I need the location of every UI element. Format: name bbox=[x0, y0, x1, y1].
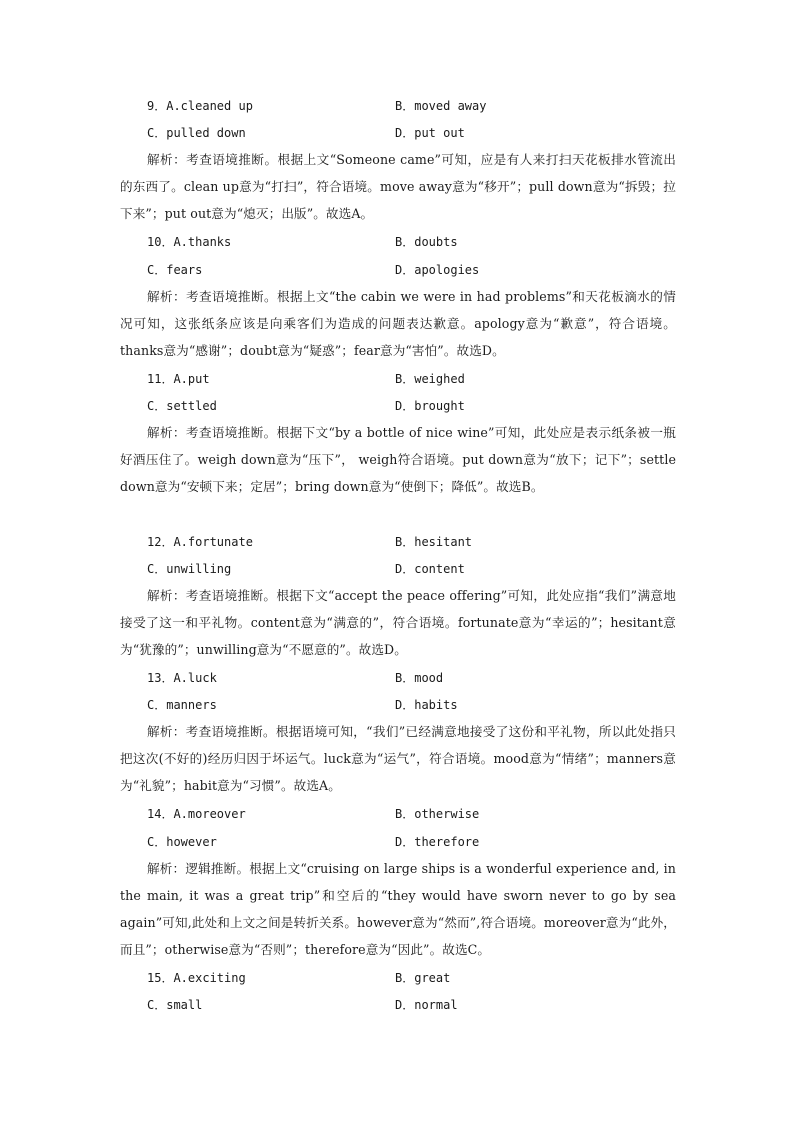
option-b: B．doubts bbox=[395, 235, 458, 249]
option-a: 13．A.luck bbox=[147, 671, 217, 685]
explanation: 解析：考查语境推断。根据下文“accept the peace offering”可知，此处应指“我们”满意地接受了这一和平礼物。content意为“满意的”，符合语境。fortunate意为“幸运的”；hesitant意为“犹豫的”；unwilling意为“不愿意的”。故选D。 bbox=[120, 588, 676, 657]
option-a: 9．A.cleaned up bbox=[147, 99, 253, 113]
option-a: 12．A.fortunate bbox=[147, 535, 253, 549]
option-d: D．put out bbox=[395, 126, 465, 140]
option-a: 15．A.exciting bbox=[147, 971, 246, 985]
option-a: 10．A.thanks bbox=[147, 235, 232, 249]
option-c: C．settled bbox=[147, 399, 217, 413]
option-b: B．weighed bbox=[395, 372, 465, 386]
option-b: B．moved away bbox=[395, 99, 487, 113]
option-d: D．normal bbox=[395, 998, 458, 1012]
option-c: C．unwilling bbox=[147, 562, 232, 576]
option-a: 14．A.moreover bbox=[147, 807, 246, 821]
explanation: 解析：考查语境推断。根据上文“the cabin we were in had problems”和天花板滴水的情况可知，这张纸条应该是向乘客们为造成的问题表达歉意。apology意为“歉意”，符合语境。thanks意为“感谢”；doubt意为“疑惑”；fear意为“害怕”。故选D。 bbox=[120, 289, 676, 358]
explanation: 解析：考查语境推断。根据语境可知，“我们”已经满意地接受了这份和平礼物，所以此处指只把这次(不好的)经历归因于坏运气。luck意为“运气”，符合语境。mood意为“情绪”；manners意为“礼貌”；habit意为“习惯”。故选A。 bbox=[120, 724, 676, 793]
explanation: 解析：考查语境推断。根据下文“by a bottle of nice wine”可知，此处应是表示纸条被一瓶好酒压住了。weigh down意为“压下”， weigh符合语境。put down意为“放下；记下”；settle down意为“安顿下来；定居”；bring down意为“使倒下；降低”。故选B。 bbox=[120, 425, 676, 494]
explanation: 解析：考查语境推断。根据上文“Someone came”可知，应是有人来打扫天花板排水管流出的东西了。clean up意为“打扫”，符合语境。move away意为“移开”；pull down意为“拆毁；拉下来”；put out意为“熄灭；出版”。故选A。 bbox=[120, 152, 676, 221]
option-b: B．hesitant bbox=[395, 535, 473, 549]
option-d: D．habits bbox=[395, 698, 458, 712]
option-c: C．pulled down bbox=[147, 126, 246, 140]
option-d: D．therefore bbox=[395, 835, 480, 849]
explanation: 解析：逻辑推断。根据上文“cruising on large ships is a wonderful experience and, in the main, it was a great trip”和空后的“they would have sworn never to go by sea again”可知,此处和上文之间是转折关系。however意为“然而”,符合语境。moreover意为“此外，而且”；otherwise意为“否则”；therefore意为“因此”。故选C。 bbox=[120, 861, 676, 957]
option-b: B．great bbox=[395, 971, 451, 985]
option-b: B．otherwise bbox=[395, 807, 480, 821]
option-b: B．mood bbox=[395, 671, 444, 685]
option-a: 11．A.put bbox=[147, 372, 210, 386]
option-c: C．however bbox=[147, 835, 217, 849]
option-d: D．brought bbox=[395, 399, 465, 413]
option-c: C．fears bbox=[147, 263, 203, 277]
option-d: D．content bbox=[395, 562, 465, 576]
option-c: C．manners bbox=[147, 698, 217, 712]
option-c: C．small bbox=[147, 998, 203, 1012]
option-d: D．apologies bbox=[395, 263, 480, 277]
